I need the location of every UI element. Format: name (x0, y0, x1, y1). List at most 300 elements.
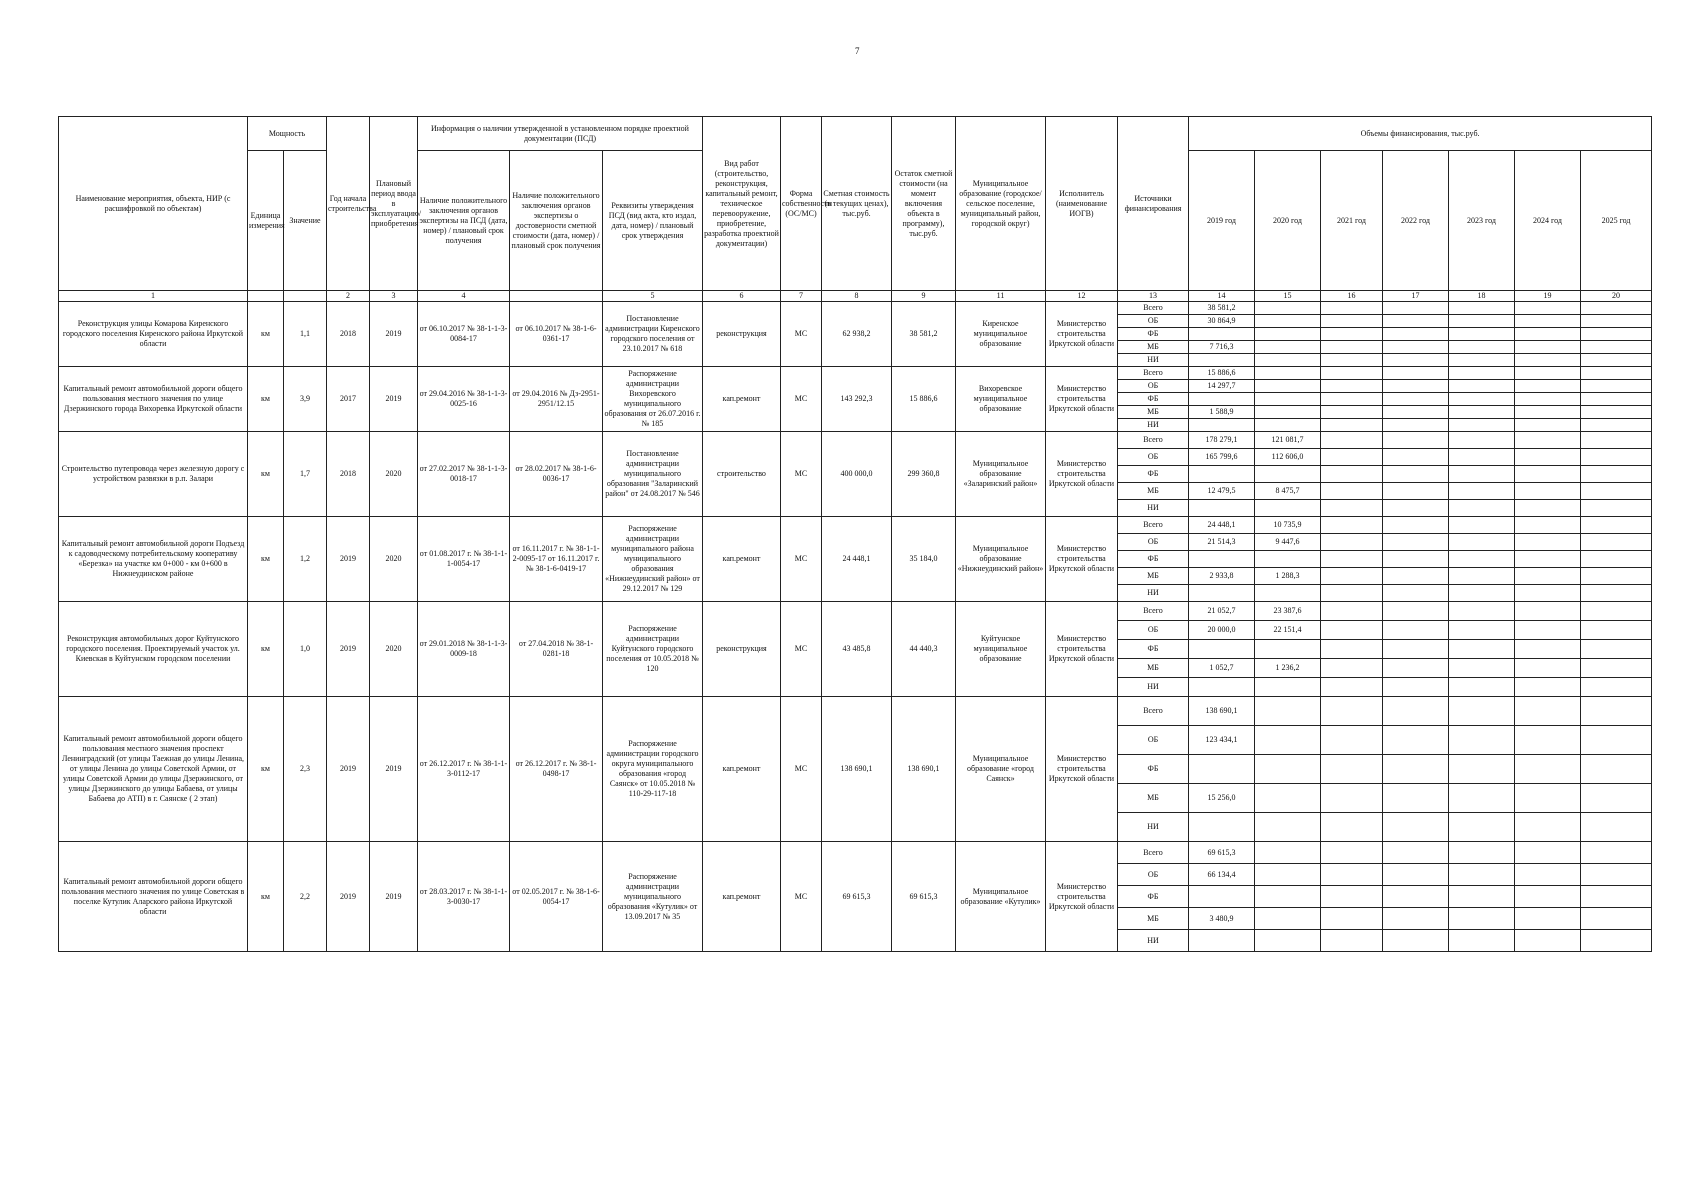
remainder-cell: 38 581,2 (892, 302, 956, 367)
cost-expertise-cell: от 16.11.2017 г. № 38-1-1-2-0095-17 от 16.11.2017 г. № 38-1-6-0419-17 (510, 517, 603, 602)
funding-amount-cell (1515, 341, 1581, 354)
object-name: Капитальный ремонт автомобильной дороги общего пользования местного значения проспект Ленинградский (от улицы Таежная до улицы Ленина, от улицы Ленина до улицы Советской Армии, от улицы Советской Армии до улицы Дзержинского, от улицы Дзержинского до улицы Бабаева, от улицы Бабаева до АТП) в г. Саянске ( 2 этап) (59, 697, 248, 842)
funding-amount-cell (1255, 813, 1321, 842)
funding-amount-cell (1449, 842, 1515, 864)
funding-amount-cell (1515, 813, 1581, 842)
funding-amount-cell (1449, 784, 1515, 813)
funding-amount-cell (1321, 315, 1383, 328)
funding-amount-cell: 22 151,4 (1255, 621, 1321, 640)
funding-amount-cell (1515, 432, 1581, 449)
funding-amount-cell (1449, 328, 1515, 341)
funding-amount-cell (1581, 842, 1652, 864)
funding-source-label: ОБ (1118, 380, 1189, 393)
column-number: 2 (327, 291, 370, 302)
funding-amount-cell: 1 288,3 (1255, 568, 1321, 585)
funding-amount-cell: 178 279,1 (1189, 432, 1255, 449)
funding-amount-cell (1321, 621, 1383, 640)
funding-amount-cell: 1 052,7 (1189, 659, 1255, 678)
funding-amount-cell (1515, 328, 1581, 341)
funding-amount-cell (1383, 328, 1449, 341)
funding-amount-cell (1515, 697, 1581, 726)
header-value: Значение (284, 151, 327, 291)
funding-amount-cell (1189, 585, 1255, 602)
funding-amount-cell: 20 000,0 (1189, 621, 1255, 640)
funding-amount-cell (1515, 367, 1581, 380)
funding-amount-cell (1383, 393, 1449, 406)
funding-amount-cell (1449, 315, 1515, 328)
funding-amount-cell (1321, 640, 1383, 659)
value-cell: 2,2 (284, 842, 327, 952)
header-plan-period: Плановый период ввода в эксплуатацию/приобретения (370, 117, 418, 291)
header-est-cost: Сметная стоимость (в текущих ценах), тыс.руб. (822, 117, 892, 291)
funding-amount-cell (1581, 585, 1652, 602)
funding-source-label: МБ (1118, 659, 1189, 678)
funding-amount-cell: 121 081,7 (1255, 432, 1321, 449)
funding-amount-cell (1581, 640, 1652, 659)
funding-amount-cell (1383, 621, 1449, 640)
funding-amount-cell (1383, 784, 1449, 813)
funding-amount-cell: 112 606,0 (1255, 449, 1321, 466)
funding-source-label: МБ (1118, 483, 1189, 500)
funding-amount-cell (1449, 585, 1515, 602)
executor-cell: Министерство строительства Иркутской области (1046, 602, 1118, 697)
funding-amount-cell (1383, 726, 1449, 755)
work-type-cell: кап.ремонт (703, 517, 781, 602)
funding-amount-cell (1321, 726, 1383, 755)
value-cell: 1,2 (284, 517, 327, 602)
funding-amount-cell (1581, 432, 1652, 449)
funding-amount-cell (1581, 500, 1652, 517)
column-number: 20 (1581, 291, 1652, 302)
funding-amount-cell (1581, 813, 1652, 842)
funding-amount-cell (1383, 449, 1449, 466)
funding-source-label: НИ (1118, 419, 1189, 432)
funding-amount-cell (1581, 449, 1652, 466)
funding-amount-cell (1449, 466, 1515, 483)
table-row (59, 697, 1652, 726)
object-name: Реконструкция улицы Комарова Киренского городского поселения Киренского района Иркутской области (59, 302, 248, 367)
funding-amount-cell (1189, 640, 1255, 659)
funding-amount-cell (1449, 813, 1515, 842)
funding-amount-cell (1189, 354, 1255, 367)
funding-amount-cell (1581, 908, 1652, 930)
funding-source-label: НИ (1118, 930, 1189, 952)
funding-amount-cell (1321, 517, 1383, 534)
header-remainder: Остаток сметной стоимости (на момент включения объекта в программу), тыс.руб. (892, 117, 956, 291)
column-number: 5 (603, 291, 703, 302)
funding-source-label: МБ (1118, 784, 1189, 813)
ownership-cell: МС (781, 517, 822, 602)
funding-amount-cell (1449, 864, 1515, 886)
table-row (59, 842, 1652, 864)
funding-amount-cell (1581, 302, 1652, 315)
funding-amount-cell: 1 236,2 (1255, 659, 1321, 678)
funding-amount-cell (1255, 466, 1321, 483)
ownership-cell: МС (781, 842, 822, 952)
header-cost-expertise: Наличие положительного заключения органов экспертизы о достоверности сметной стоимости (дата, номер) / плановый срок получения (510, 151, 603, 291)
funding-amount-cell (1515, 466, 1581, 483)
funding-amount-cell: 138 690,1 (1189, 697, 1255, 726)
funding-amount-cell (1383, 813, 1449, 842)
executor-cell: Министерство строительства Иркутской области (1046, 517, 1118, 602)
funding-source-label: ФБ (1118, 640, 1189, 659)
column-number (248, 291, 284, 302)
header-municipality: Муниципальное образование (городское/сельское поселение, муниципальный район, городской округ) (956, 117, 1046, 291)
funding-amount-cell (1515, 908, 1581, 930)
funding-amount-cell (1581, 784, 1652, 813)
header-ownership: Форма собственности (ОС/МС) (781, 117, 822, 291)
funding-amount-cell (1321, 602, 1383, 621)
funding-amount-cell: 9 447,6 (1255, 534, 1321, 551)
funding-source-label: МБ (1118, 568, 1189, 585)
psd-expertise-cell: от 27.02.2017 № 38-1-1-3-0018-17 (418, 432, 510, 517)
funding-source-label: ФБ (1118, 393, 1189, 406)
plan-year-cell: 2019 (370, 842, 418, 952)
unit-cell: км (248, 302, 284, 367)
funding-amount-cell: 1 588,9 (1189, 406, 1255, 419)
municipality-cell: Куйтунское муниципальное образование (956, 602, 1046, 697)
funding-amount-cell: 21 514,3 (1189, 534, 1255, 551)
funding-amount-cell (1255, 755, 1321, 784)
work-type-cell: кап.ремонт (703, 367, 781, 432)
start-year-cell: 2019 (327, 602, 370, 697)
approval-cell: Постановление администрации Киренского городского поселения от 23.10.2017 № 618 (603, 302, 703, 367)
psd-expertise-cell: от 06.10.2017 № 38-1-1-3-0084-17 (418, 302, 510, 367)
ownership-cell: МС (781, 367, 822, 432)
funding-source-label: ФБ (1118, 328, 1189, 341)
funding-source-label: НИ (1118, 678, 1189, 697)
funding-amount-cell (1581, 466, 1652, 483)
funding-amount-cell (1449, 449, 1515, 466)
object-name: Капитальный ремонт автомобильной дороги общего пользования местного значения по улице Дзержинского города Вихоревка Иркутской области (59, 367, 248, 432)
funding-amount-cell (1515, 640, 1581, 659)
header-year-2020: 2020 год (1255, 151, 1321, 291)
funding-amount-cell (1321, 659, 1383, 678)
funding-source-label: Всего (1118, 432, 1189, 449)
funding-amount-cell (1515, 534, 1581, 551)
column-number: 3 (370, 291, 418, 302)
funding-amount-cell (1321, 568, 1383, 585)
funding-amount-cell: 2 933,8 (1189, 568, 1255, 585)
funding-amount-cell (1321, 380, 1383, 393)
funding-amount-cell (1255, 341, 1321, 354)
work-type-cell: кап.ремонт (703, 697, 781, 842)
column-number: 8 (822, 291, 892, 302)
funding-amount-cell (1321, 449, 1383, 466)
funding-amount-cell: 165 799,6 (1189, 449, 1255, 466)
funding-amount-cell (1255, 678, 1321, 697)
funding-amount-cell (1255, 842, 1321, 864)
header-year-2019: 2019 год (1189, 151, 1255, 291)
start-year-cell: 2019 (327, 517, 370, 602)
funding-amount-cell (1581, 380, 1652, 393)
funding-amount-cell (1189, 328, 1255, 341)
funding-source-label: ОБ (1118, 449, 1189, 466)
funding-source-label: ОБ (1118, 864, 1189, 886)
funding-amount-cell (1321, 930, 1383, 952)
funding-amount-cell (1383, 534, 1449, 551)
funding-amount-cell (1515, 864, 1581, 886)
funding-amount-cell (1449, 697, 1515, 726)
funding-amount-cell (1321, 755, 1383, 784)
funding-amount-cell (1321, 534, 1383, 551)
remainder-cell: 44 440,3 (892, 602, 956, 697)
funding-amount-cell (1321, 697, 1383, 726)
funding-amount-cell: 21 052,7 (1189, 602, 1255, 621)
estimated-cost-cell: 138 690,1 (822, 697, 892, 842)
estimated-cost-cell: 62 938,2 (822, 302, 892, 367)
funding-source-label: МБ (1118, 908, 1189, 930)
funding-amount-cell (1255, 302, 1321, 315)
funding-amount-cell (1515, 659, 1581, 678)
funding-amount-cell (1255, 930, 1321, 952)
page-number: 7 (855, 46, 860, 56)
funding-amount-cell (1581, 568, 1652, 585)
funding-source-label: НИ (1118, 585, 1189, 602)
executor-cell: Министерство строительства Иркутской области (1046, 697, 1118, 842)
approval-cell: Распоряжение администрации муниципального образования «Кутулик» от 13.09.2017 № 35 (603, 842, 703, 952)
funding-amount-cell (1383, 315, 1449, 328)
header-start-year: Год начала строительства (327, 117, 370, 291)
funding-amount-cell (1255, 354, 1321, 367)
header-executor: Исполнитель (наименование ИОГВ) (1046, 117, 1118, 291)
funding-amount-cell (1321, 483, 1383, 500)
funding-amount-cell (1449, 393, 1515, 406)
funding-amount-cell (1449, 534, 1515, 551)
funding-amount-cell (1189, 466, 1255, 483)
object-name: Реконструкция автомобильных дорог Куйтунского городского поселения. Проектируемый участок ул. Киевская в Куйтунском городском поселении (59, 602, 248, 697)
remainder-cell: 69 615,3 (892, 842, 956, 952)
funding-amount-cell (1189, 419, 1255, 432)
funding-amount-cell (1449, 640, 1515, 659)
funding-source-label: ФБ (1118, 466, 1189, 483)
column-number (510, 291, 603, 302)
funding-amount-cell (1449, 483, 1515, 500)
ownership-cell: МС (781, 432, 822, 517)
funding-amount-cell (1189, 755, 1255, 784)
funding-amount-cell (1383, 551, 1449, 568)
funding-amount-cell (1383, 517, 1449, 534)
funding-source-label: ОБ (1118, 621, 1189, 640)
column-number: 6 (703, 291, 781, 302)
work-type-cell: кап.ремонт (703, 842, 781, 952)
funding-amount-cell (1449, 354, 1515, 367)
funding-amount-cell: 8 475,7 (1255, 483, 1321, 500)
funding-amount-cell (1515, 784, 1581, 813)
header-year-2024: 2024 год (1515, 151, 1581, 291)
funding-amount-cell (1383, 908, 1449, 930)
ownership-cell: МС (781, 697, 822, 842)
funding-amount-cell: 15 256,0 (1189, 784, 1255, 813)
funding-amount-cell (1255, 367, 1321, 380)
funding-amount-cell (1383, 659, 1449, 678)
cost-expertise-cell: от 28.02.2017 № 38-1-6-0036-17 (510, 432, 603, 517)
funding-amount-cell: 10 735,9 (1255, 517, 1321, 534)
ownership-cell: МС (781, 602, 822, 697)
funding-amount-cell (1321, 393, 1383, 406)
funding-amount-cell (1321, 354, 1383, 367)
funding-amount-cell (1255, 784, 1321, 813)
plan-year-cell: 2020 (370, 517, 418, 602)
psd-expertise-cell: от 26.12.2017 г. № 38-1-1-3-0112-17 (418, 697, 510, 842)
object-name: Капитальный ремонт автомобильной дороги Подъезд к садоводческому потребительскому кооперативу «Березка» на участке км 0+000 - км 0+600 в Нижнеудинском районе (59, 517, 248, 602)
funding-amount-cell (1449, 419, 1515, 432)
approval-cell: Распоряжение администрации муниципального района муниципального образования «Нижнеудинский район» от 29.12.2017 № 129 (603, 517, 703, 602)
municipality-cell: Киренское муниципальное образование (956, 302, 1046, 367)
estimated-cost-cell: 400 000,0 (822, 432, 892, 517)
funding-source-label: ОБ (1118, 315, 1189, 328)
funding-amount-cell: 12 479,5 (1189, 483, 1255, 500)
psd-expertise-cell: от 28.03.2017 г. № 38-1-1-3-0030-17 (418, 842, 510, 952)
municipality-cell: Муниципальное образование «Нижнеудинский район» (956, 517, 1046, 602)
municipality-cell: Вихоревское муниципальное образование (956, 367, 1046, 432)
column-number: 17 (1383, 291, 1449, 302)
funding-amount-cell (1255, 328, 1321, 341)
funding-amount-cell (1321, 500, 1383, 517)
header-psd-info: Информация о наличии утвержденной в установленном порядке проектной документации (ПСД) (418, 117, 703, 151)
funding-source-label: МБ (1118, 341, 1189, 354)
column-number: 18 (1449, 291, 1515, 302)
executor-cell: Министерство строительства Иркутской области (1046, 842, 1118, 952)
funding-amount-cell (1321, 813, 1383, 842)
funding-amount-cell (1581, 517, 1652, 534)
funding-amount-cell (1449, 908, 1515, 930)
funding-amount-cell (1449, 367, 1515, 380)
funding-amount-cell (1383, 406, 1449, 419)
funding-amount-cell (1515, 621, 1581, 640)
table-body (59, 117, 1652, 952)
funding-amount-cell (1581, 930, 1652, 952)
funding-amount-cell (1581, 886, 1652, 908)
funding-amount-cell (1515, 585, 1581, 602)
funding-amount-cell (1581, 659, 1652, 678)
header-funding: Объемы финансирования, тыс.руб. (1189, 117, 1652, 151)
funding-amount-cell (1449, 659, 1515, 678)
funding-amount-cell (1321, 466, 1383, 483)
funding-amount-cell (1383, 354, 1449, 367)
funding-amount-cell (1383, 380, 1449, 393)
table-row (59, 432, 1652, 449)
funding-amount-cell (1189, 930, 1255, 952)
cost-expertise-cell: от 29.04.2016 № Дз-2951-2951/12.15 (510, 367, 603, 432)
funding-amount-cell (1255, 500, 1321, 517)
funding-amount-cell (1581, 419, 1652, 432)
funding-amount-cell (1515, 602, 1581, 621)
funding-amount-cell (1581, 483, 1652, 500)
funding-source-label: ОБ (1118, 534, 1189, 551)
value-cell: 3,9 (284, 367, 327, 432)
unit-cell: км (248, 432, 284, 517)
funding-amount-cell (1189, 678, 1255, 697)
funding-amount-cell (1581, 367, 1652, 380)
funding-amount-cell: 7 716,3 (1189, 341, 1255, 354)
funding-amount-cell: 30 864,9 (1189, 315, 1255, 328)
funding-amount-cell (1321, 432, 1383, 449)
funding-amount-cell (1449, 406, 1515, 419)
plan-year-cell: 2019 (370, 367, 418, 432)
funding-amount-cell (1383, 466, 1449, 483)
funding-amount-cell (1255, 697, 1321, 726)
executor-cell: Министерство строительства Иркутской области (1046, 432, 1118, 517)
funding-amount-cell (1515, 886, 1581, 908)
funding-amount-cell (1449, 432, 1515, 449)
funding-amount-cell: 3 480,9 (1189, 908, 1255, 930)
funding-amount-cell (1515, 726, 1581, 755)
funding-amount-cell (1449, 302, 1515, 315)
header-psd-approval: Реквизиты утверждения ПСД (вид акта, кто издал, дата, номер) / плановый срок утверждения (603, 151, 703, 291)
header-year-2023: 2023 год (1449, 151, 1515, 291)
column-number: 15 (1255, 291, 1321, 302)
funding-amount-cell: 69 615,3 (1189, 842, 1255, 864)
investment-table (58, 116, 1652, 952)
value-cell: 1,1 (284, 302, 327, 367)
funding-amount-cell (1515, 483, 1581, 500)
municipality-cell: Муниципальное образование «город Саянск» (956, 697, 1046, 842)
header-power: Мощность (248, 117, 327, 151)
funding-amount-cell (1449, 886, 1515, 908)
ownership-cell: МС (781, 302, 822, 367)
column-number: 11 (956, 291, 1046, 302)
funding-amount-cell (1255, 640, 1321, 659)
funding-amount-cell (1581, 678, 1652, 697)
estimated-cost-cell: 143 292,3 (822, 367, 892, 432)
funding-source-label: ОБ (1118, 726, 1189, 755)
approval-cell: Распоряжение администрации Вихоревского муниципального образования от 26.07.2016 г. № 185 (603, 367, 703, 432)
table-row (59, 302, 1652, 315)
funding-amount-cell (1515, 380, 1581, 393)
start-year-cell: 2018 (327, 432, 370, 517)
municipality-cell: Муниципальное образование «Заларинский район» (956, 432, 1046, 517)
funding-amount-cell (1255, 393, 1321, 406)
funding-amount-cell (1515, 302, 1581, 315)
funding-amount-cell (1515, 500, 1581, 517)
funding-amount-cell (1321, 367, 1383, 380)
executor-cell: Министерство строительства Иркутской области (1046, 302, 1118, 367)
funding-amount-cell (1383, 755, 1449, 784)
funding-amount-cell (1383, 678, 1449, 697)
remainder-cell: 299 360,8 (892, 432, 956, 517)
funding-amount-cell (1321, 908, 1383, 930)
funding-amount-cell (1189, 500, 1255, 517)
column-number: 14 (1189, 291, 1255, 302)
header-work-type: Вид работ (строительство, реконструкция, капитальный ремонт, техническое перевооружение, приобретение, разработка проектной документации) (703, 117, 781, 291)
funding-amount-cell (1581, 697, 1652, 726)
value-cell: 2,3 (284, 697, 327, 842)
funding-amount-cell (1383, 697, 1449, 726)
funding-amount-cell (1449, 678, 1515, 697)
funding-amount-cell: 23 387,6 (1255, 602, 1321, 621)
estimated-cost-cell: 69 615,3 (822, 842, 892, 952)
column-numbers-row (59, 291, 1652, 302)
funding-amount-cell (1321, 302, 1383, 315)
funding-amount-cell (1189, 551, 1255, 568)
funding-amount-cell (1383, 500, 1449, 517)
estimated-cost-cell: 24 448,1 (822, 517, 892, 602)
column-number: 19 (1515, 291, 1581, 302)
funding-amount-cell (1255, 419, 1321, 432)
unit-cell: км (248, 367, 284, 432)
column-number: 12 (1046, 291, 1118, 302)
funding-amount-cell (1321, 842, 1383, 864)
funding-amount-cell (1449, 621, 1515, 640)
funding-source-label: Всего (1118, 602, 1189, 621)
remainder-cell: 138 690,1 (892, 697, 956, 842)
work-type-cell: реконструкция (703, 602, 781, 697)
remainder-cell: 35 184,0 (892, 517, 956, 602)
header-psd-expertise: Наличие положительного заключения органов экспертизы на ПСД (дата, номер) / плановый срок получения (418, 151, 510, 291)
column-number: 16 (1321, 291, 1383, 302)
header-year-2021: 2021 год (1321, 151, 1383, 291)
